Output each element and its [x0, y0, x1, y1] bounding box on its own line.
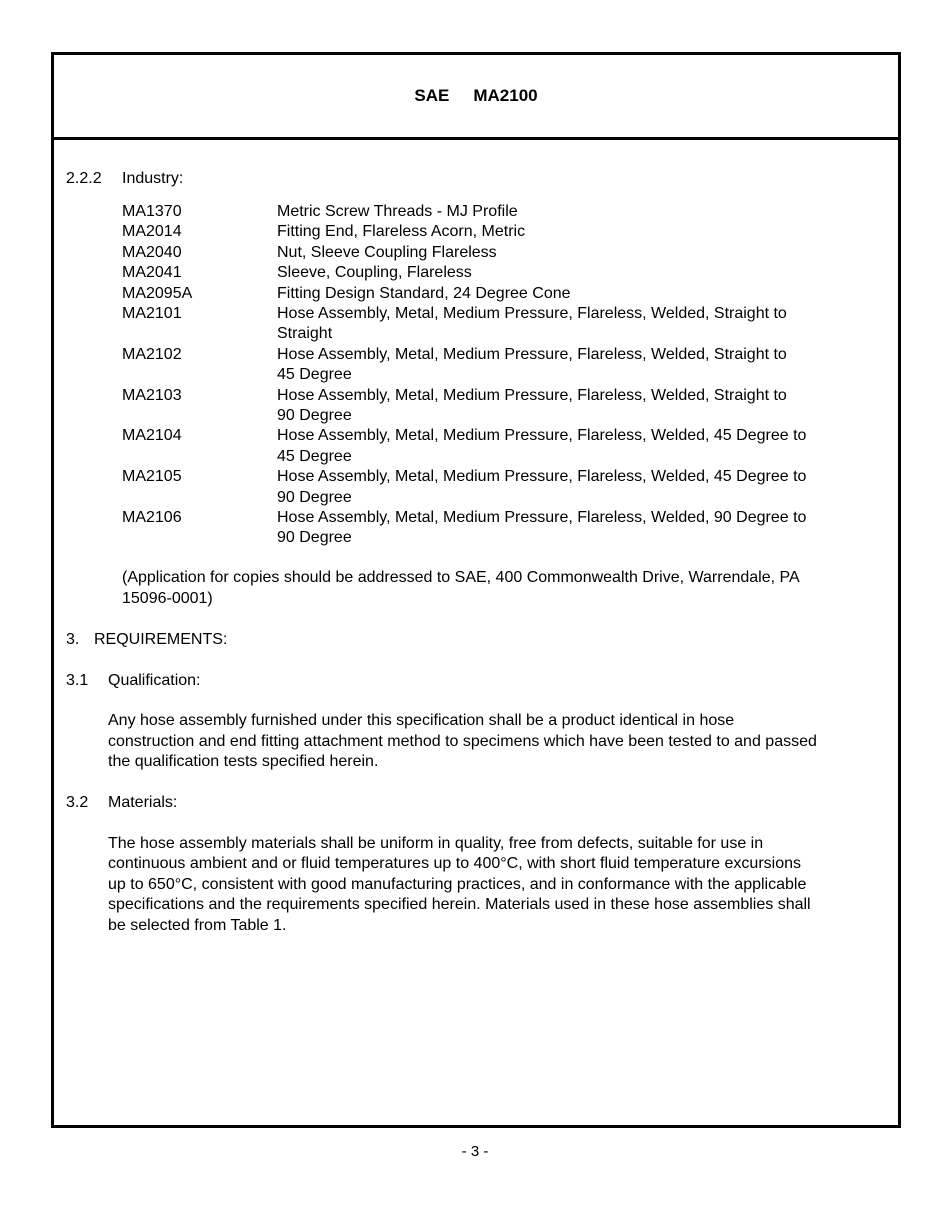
reference-code: MA2103	[122, 386, 182, 404]
reference-description: Sleeve, Coupling, Flareless	[277, 264, 472, 282]
paragraph-line: The hose assembly materials shall be uniform in quality, free from defects, suitable for use in	[108, 835, 764, 852]
paragraph-line: specifications and the requirements specified herein. Materials used in these hose assemblies shall	[108, 896, 811, 913]
section-number: 3.2	[66, 794, 89, 811]
document-header	[54, 55, 898, 140]
section-title: REQUIREMENTS:	[94, 631, 228, 648]
application-note-line: (Application for copies should be addressed to SAE, 400 Commonwealth Drive, Warrendale, PA	[122, 569, 800, 586]
reference-code: MA2104	[122, 427, 182, 445]
paragraph-line: be selected from Table 1.	[108, 917, 287, 934]
reference-description: Metric Screw Threads - MJ Profile	[277, 203, 518, 220]
reference-description: Fitting End, Flareless Acorn, Metric	[277, 223, 526, 241]
reference-description: Straight	[277, 325, 333, 343]
reference-code: MA1370	[122, 203, 182, 220]
reference-description: Hose Assembly, Metal, Medium Pressure, Flareless, Welded, Straight to	[277, 386, 787, 404]
header-doc-number: MA2100	[473, 86, 538, 105]
reference-description: Fitting Design Standard, 24 Degree Cone	[277, 284, 571, 302]
reference-description: 45 Degree	[277, 447, 352, 465]
reference-code: MA2101	[122, 305, 182, 322]
paragraph-line: up to 650°C, consistent with good manufacturing practices, and in conformance with the applicable	[108, 876, 807, 893]
reference-description: 90 Degree	[277, 407, 352, 424]
paragraph-line: continuous ambient and or fluid temperatures up to 400°C, with short fluid temperature excursions	[108, 855, 801, 872]
reference-description: 90 Degree	[277, 488, 352, 506]
reference-code: MA2041	[122, 264, 182, 282]
reference-description: 45 Degree	[277, 366, 352, 384]
reference-description: Hose Assembly, Metal, Medium Pressure, Flareless, Welded, Straight to	[277, 345, 787, 363]
paragraph-line: Any hose assembly furnished under this specification shall be a product identical in hose	[108, 712, 735, 729]
reference-code: MA2014	[122, 223, 182, 241]
reference-description: Nut, Sleeve Coupling Flareless	[277, 243, 497, 261]
reference-description: Hose Assembly, Metal, Medium Pressure, Flareless, Welded, 90 Degree to	[277, 509, 807, 526]
section-title: Materials:	[108, 794, 178, 811]
reference-description: Hose Assembly, Metal, Medium Pressure, Flareless, Welded, Straight to	[277, 305, 787, 322]
paragraph-line: construction and end fitting attachment method to specimens which have been tested to and passed	[108, 733, 817, 750]
section-number: 2.2.2	[66, 170, 102, 187]
reference-code: MA2040	[122, 243, 182, 261]
header-org: SAE	[414, 86, 450, 105]
reference-code: MA2105	[122, 468, 182, 486]
section-title: Qualification:	[108, 672, 201, 689]
section-number: 3.	[66, 631, 80, 648]
section-number: 3.1	[66, 672, 89, 689]
reference-description: Hose Assembly, Metal, Medium Pressure, Flareless, Welded, 45 Degree to	[277, 427, 807, 445]
reference-description: Hose Assembly, Metal, Medium Pressure, Flareless, Welded, 45 Degree to	[277, 468, 807, 486]
paragraph-line: the qualification tests specified herein.	[108, 753, 379, 770]
reference-code: MA2106	[122, 509, 182, 526]
reference-description: 90 Degree	[277, 529, 352, 547]
reference-code: MA2095A	[122, 284, 193, 302]
section-title: Industry:	[122, 170, 184, 187]
reference-code: MA2102	[122, 345, 182, 363]
application-note-line: 15096-0001)	[122, 590, 213, 607]
page-number: - 3 -	[461, 1143, 489, 1160]
